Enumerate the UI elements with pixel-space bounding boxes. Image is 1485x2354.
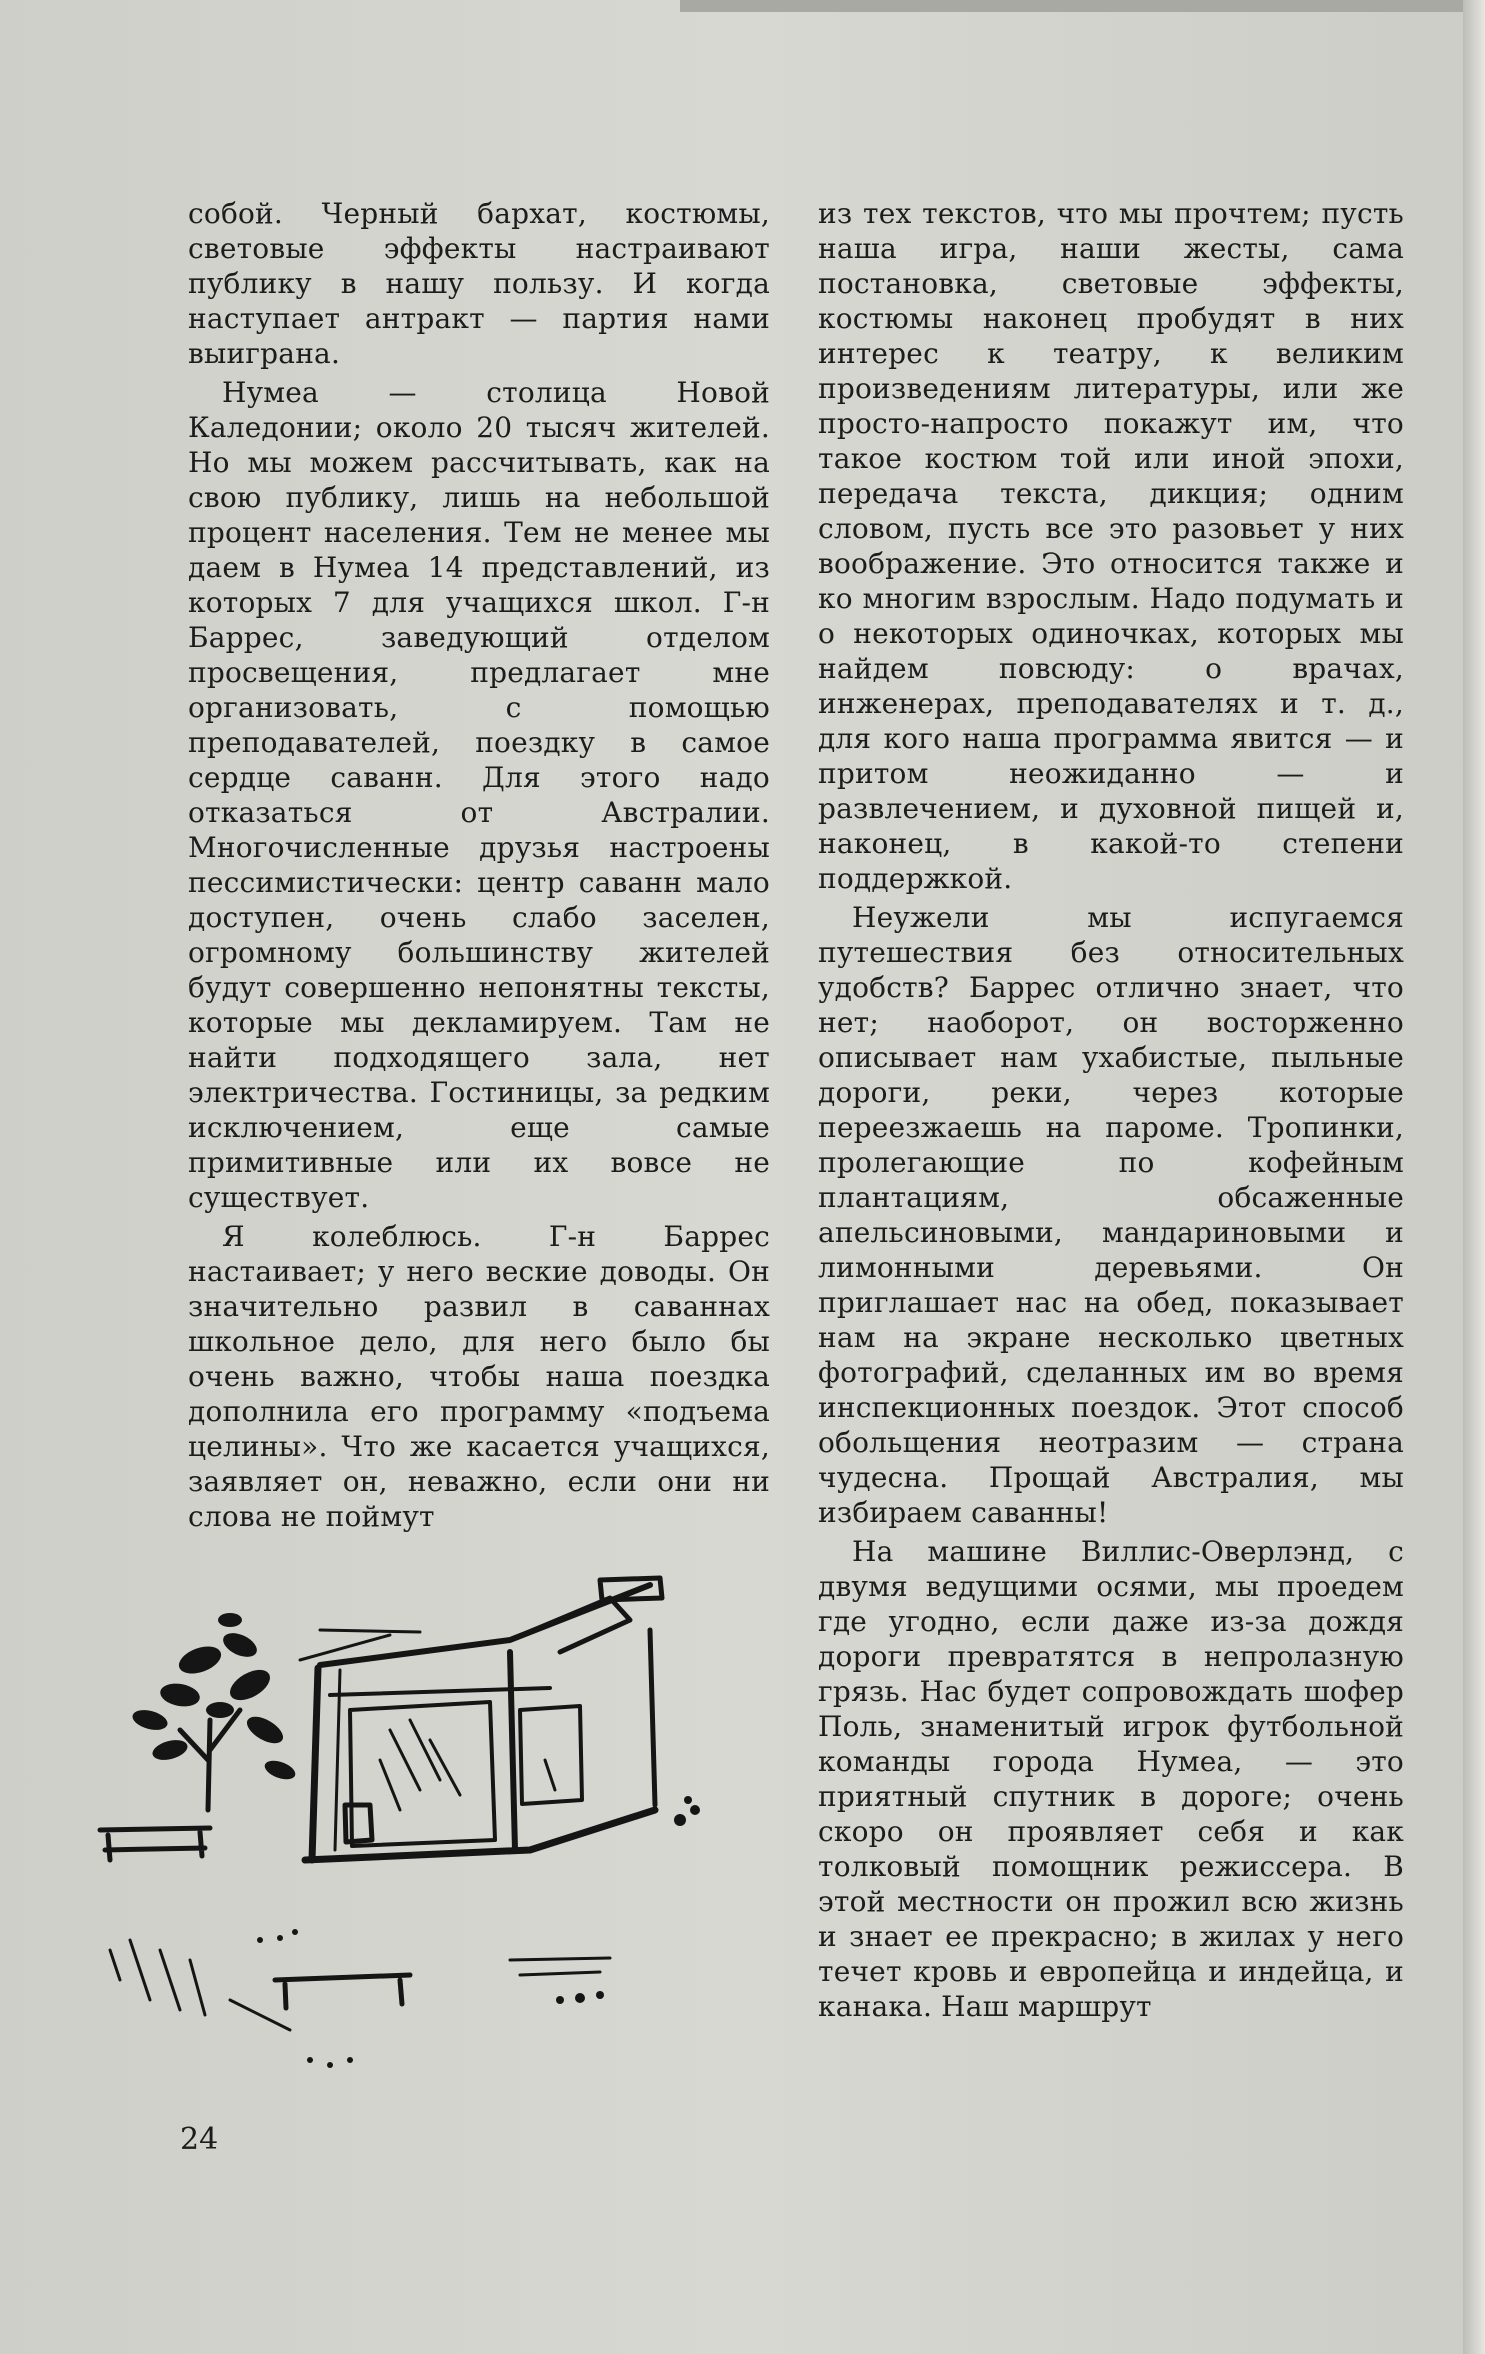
left-text-column [188,196,770,1534]
house-sketch-illustration [90,1560,750,2080]
page-number: 24 [180,2122,219,2157]
paragraph: собой. Черный бархат, костюмы, световые эффекты настраивают публику в нашу пользу. И когда наступает антракт — партия нами выиграна. [188,197,770,370]
paragraph: Я колеблюсь. Г-н Баррес настаивает; у него веские доводы. Он значительно развил в саваннах школьное дело, для него было бы очень важно, чтобы наша поездка дополнила его программу «подъема целины». Что же касается учащихся, заявляет он, неважно, если они ни слова не поймут [188,1220,770,1533]
paragraph: из тех текстов, что мы прочтем; пусть наша игра, наши жесты, сама постановка, световые эффекты, костюмы наконец пробудят в них интерес к театру, к великим произведениям литературы, или же просто-напросто покажут им, что такое костюм той или иной эпохи, передача текста, дикция; одним словом, пусть все это разовьет у них воображение. Это относится также и ко многим взрослым. Надо подумать и о некоторых одиночках, которых мы найдем повсюду: о врачах, инженерах, преподавателях и т. д., для кого наша программа явится — и притом неожиданно — и развлечением, и духовной пищей и, наконец, в какой-то степени поддержкой. [818,197,1404,895]
right-text-column [818,196,1404,2024]
paragraph: На машине Виллис-Оверлэнд, с двумя ведущими осями, мы проедем где угодно, если даже из-за дождя дороги превратятся в непролазную грязь. Нас будет сопровождать шофер Поль, знаменитый игрок футбольной команды города Нумеа, — это приятный спутник в дороге; очень скоро он проявляет себя и как толковый помощник режиссера. В этой местности он прожил всю жизнь и знает ее прекрасно; в жилах у него течет кровь и европейца и индейца, и канака. Наш маршрут [818,1535,1404,2023]
paragraph: Неужели мы испугаемся путешествия без относительных удобств? Баррес отлично знает, что нет; наоборот, он восторженно описывает нам ухабистые, пыльные дороги, реки, через которые переезжаешь на пароме. Тропинки, пролегающие по кофейным плантациям, обсаженные апельсиновыми, мандариновыми и лимонными деревьями. Он приглашает нас на обед, показывает нам на экране несколько цветных фотографий, сделанных им во время инспекционных поездок. Этот способ обольщения неотразим — страна чудесна. Прощай Австралия, мы избираем саванны! [818,901,1404,1529]
paragraph: Нумеа — столица Новой Каледонии; около 20 тысяч жителей. Но мы можем рассчитывать, как на свою публику, лишь на небольшой процент населения. Тем не менее мы даем в Нумеа 14 представлений, из которых 7 для учащихся школ. Г-н Баррес, заведующий отделом просвещения, предлагает мне организовать, с помощью преподавателей, поездку в самое сердце саванн. Для этого надо отказаться от Австралии. Многочисленные друзья настроены пессимистически: центр саванн мало доступен, очень слабо заселен, огромному большинству жителей будут совершенно непонятны тексты, которые мы декламируем. Там не найти подходящего зала, нет электричества. Гостиницы, за редким исключением, еще самые примитивные или их вовсе не существует. [188,376,770,1214]
scan-top-edge [680,0,1485,12]
scan-right-edge [1463,0,1485,2354]
